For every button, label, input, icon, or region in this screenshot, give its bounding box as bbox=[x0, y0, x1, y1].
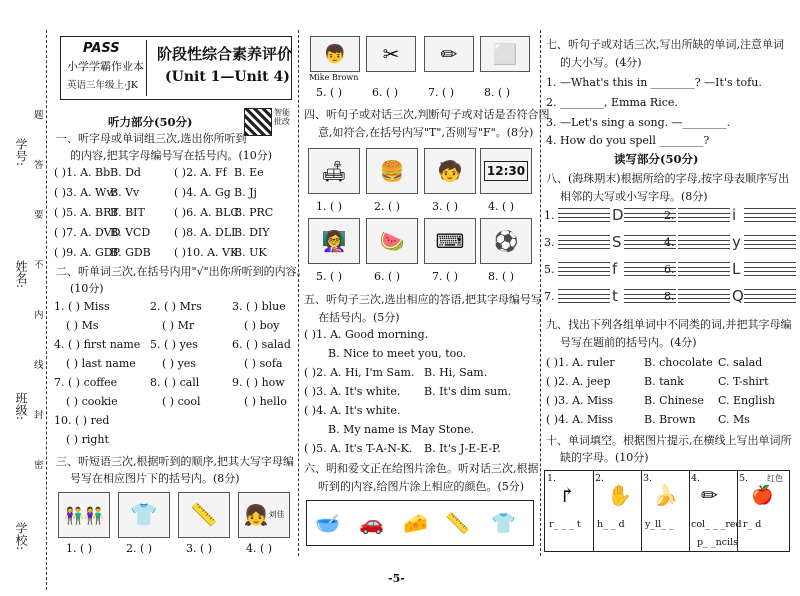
pic-mike-brown: 👦 bbox=[310, 36, 360, 72]
q8-given-letter: t bbox=[612, 287, 618, 305]
q7-item-4[interactable]: 4. How do you spell ________? bbox=[546, 134, 710, 147]
q1-option[interactable]: B. PRC bbox=[234, 206, 274, 219]
apple-icon: 🍎 bbox=[751, 485, 774, 506]
q2-word-option[interactable]: ( ) yes bbox=[162, 357, 196, 370]
q2-score: (10分) bbox=[70, 282, 104, 295]
pic-kids-playing: ⚽ bbox=[480, 218, 532, 264]
q4-top-label-5[interactable]: 5. ( ) bbox=[316, 86, 343, 99]
pic-children: 👫👫 bbox=[58, 492, 110, 538]
q1-option[interactable]: B. Dd bbox=[110, 166, 141, 179]
q2-word-option[interactable]: ( ) last name bbox=[66, 357, 136, 370]
q3-label-2[interactable]: 2. ( ) bbox=[126, 542, 153, 555]
q3-title2: 号写在相应图片下的括号内。(8分) bbox=[70, 472, 240, 485]
q4-label-4[interactable]: 4. ( ) bbox=[488, 200, 515, 213]
pic-cheese: 🧀 bbox=[403, 511, 428, 535]
q2-word-option[interactable]: ( ) boy bbox=[244, 319, 280, 332]
brand-logo: PASS bbox=[83, 41, 120, 56]
pic-boy: 🧒 bbox=[424, 148, 476, 194]
q10-word-3[interactable]: y_ll_ _ bbox=[645, 519, 674, 530]
q2-word-option[interactable]: ( ) sofa bbox=[244, 357, 283, 370]
q9-option[interactable]: B. chocolate bbox=[644, 356, 713, 369]
q8-given-letter: y bbox=[732, 233, 741, 251]
q2-word-option[interactable]: 8. ( ) call bbox=[150, 376, 200, 389]
q1-option[interactable]: ( )6. A. BLC bbox=[174, 206, 239, 219]
q9-option[interactable]: C. Ms bbox=[718, 413, 750, 426]
seal-line bbox=[34, 110, 46, 490]
q9-option[interactable]: ( )4. A. Miss bbox=[546, 413, 614, 426]
q1-option[interactable]: ( )8. A. DLI bbox=[174, 226, 236, 239]
pic-tofu: ⬜ bbox=[480, 36, 530, 72]
pic-bowl: 🥣 bbox=[315, 511, 340, 535]
q8-write-line-before[interactable] bbox=[558, 208, 610, 222]
seal-char: 答 bbox=[34, 160, 44, 171]
q10-word-4b[interactable]: p_ _ncils bbox=[697, 537, 738, 548]
q2-word-option[interactable]: ( ) Mr bbox=[162, 319, 195, 332]
q1-title2: 的内容,把其字母编号写在括号内。(10分) bbox=[70, 149, 273, 162]
q9-option[interactable]: B. Brown bbox=[644, 413, 696, 426]
q7-item-3[interactable]: 3. —Let's sing a song. —________. bbox=[546, 116, 731, 129]
q1-option[interactable]: B. GDB bbox=[110, 246, 151, 259]
clock-time: 12:30 bbox=[484, 161, 528, 181]
q8-write-line-before[interactable] bbox=[558, 235, 610, 249]
q7-item-2[interactable]: 2. ________, Emma Rice. bbox=[546, 96, 678, 109]
q4-label-3[interactable]: 3. ( ) bbox=[432, 200, 459, 213]
q2-word-option[interactable]: 7. ( ) coffee bbox=[54, 376, 118, 389]
q4-top-label-6[interactable]: 6. ( ) bbox=[372, 86, 399, 99]
q4-label-6[interactable]: 6. ( ) bbox=[374, 270, 401, 283]
seal-char: 内 bbox=[34, 310, 44, 321]
page-title: 阶段性综合素养评价 bbox=[157, 45, 293, 63]
q3-label-4[interactable]: 4. ( ) bbox=[246, 542, 273, 555]
q8-write-line-before[interactable] bbox=[558, 289, 610, 303]
q2-word-option[interactable]: ( ) cool bbox=[162, 395, 201, 408]
q8-item-number: 2. bbox=[664, 209, 675, 222]
unit-range: (Unit 1—Unit 4) bbox=[165, 69, 290, 85]
q4-top-label-8[interactable]: 8. ( ) bbox=[484, 86, 511, 99]
q8-item-number: 6. bbox=[664, 263, 675, 276]
bananas-icon: 🍌 bbox=[653, 483, 678, 507]
q8-given-letter: S bbox=[612, 233, 622, 251]
q5-option-b[interactable]: B. My name is May Stone. bbox=[328, 423, 474, 436]
pic-clock bbox=[480, 148, 532, 194]
q8-write-line-before[interactable] bbox=[678, 235, 730, 249]
school-label: 学校: bbox=[14, 522, 28, 551]
q4-label-5[interactable]: 5. ( ) bbox=[316, 270, 343, 283]
series-name: 小学学霸作业本 bbox=[67, 60, 144, 73]
q3-label-3[interactable]: 3. ( ) bbox=[186, 542, 213, 555]
q1-option[interactable]: ( )7. A. DVD bbox=[54, 226, 121, 239]
qr-caption: 智能批改 bbox=[274, 108, 290, 126]
q1-option[interactable]: ( )3. A. Ww bbox=[54, 186, 116, 199]
q1-option[interactable]: B. Vv bbox=[110, 186, 140, 199]
q8-given-letter: L bbox=[732, 260, 741, 278]
q8-write-line-before[interactable] bbox=[678, 262, 730, 276]
q9-option[interactable]: ( )1. A. ruler bbox=[546, 356, 615, 369]
pic-mike-name: Mike Brown bbox=[309, 73, 359, 82]
q10-num-5: 5. bbox=[739, 473, 749, 484]
q5-option-a[interactable]: ( )3. A. It's white. bbox=[304, 385, 401, 398]
q10-num-3: 3. bbox=[643, 473, 653, 484]
page-number: -5- bbox=[388, 572, 405, 585]
q6-title: 六、明和爱文正在给图片涂色。听对话三次,根据 bbox=[304, 462, 539, 475]
q8-item-number: 5. bbox=[544, 263, 555, 276]
seal-char: 密 bbox=[34, 460, 44, 471]
hand-icon: ✋ bbox=[607, 483, 632, 507]
q1-option[interactable]: ( )9. A. GDP bbox=[54, 246, 121, 259]
q10-word-5[interactable]: r_ d bbox=[743, 519, 762, 530]
q7-item-1[interactable]: 1. —What's this in ________? —It's tofu. bbox=[546, 76, 762, 89]
q2-word-option[interactable]: 2. ( ) Mrs bbox=[150, 300, 202, 313]
q8-given-letter: f bbox=[612, 260, 618, 278]
q5-option-a[interactable]: ( )1. A. Good morning. bbox=[304, 328, 429, 341]
q4-label-1[interactable]: 1. ( ) bbox=[316, 200, 343, 213]
header-box bbox=[60, 36, 292, 100]
pic-watermelon: 🍉 bbox=[366, 218, 418, 264]
q2-word-option[interactable]: 1. ( ) Miss bbox=[54, 300, 110, 313]
q5-option-b[interactable]: B. It's J-E-E-P. bbox=[424, 442, 501, 455]
q9-option[interactable]: C. salad bbox=[718, 356, 763, 369]
q9-option[interactable]: C. English bbox=[718, 394, 775, 407]
q8-item-number: 4. bbox=[664, 236, 675, 249]
q5-title2: 在括号内。(5分) bbox=[318, 311, 400, 324]
q5-option-b[interactable]: B. Hi, Sam. bbox=[424, 366, 488, 379]
pic-scissors: ✂ bbox=[366, 36, 416, 72]
reading-title: 读写部分(50分) bbox=[614, 152, 699, 166]
seal-char: 封 bbox=[34, 410, 44, 421]
q8-given-letter: Q bbox=[732, 287, 744, 305]
q10-table bbox=[544, 470, 790, 552]
q4-label-2[interactable]: 2. ( ) bbox=[374, 200, 401, 213]
colored-pencils-icon: ✏ bbox=[701, 483, 718, 507]
q5-option-a[interactable]: ( )5. A. It's T-A-N-K. bbox=[304, 442, 413, 455]
q6-title2: 听到的内容,给图片涂上相应的颜色。(5分) bbox=[318, 480, 525, 493]
pic-keyboard: ⌨ bbox=[424, 218, 476, 264]
grade-name: 英语三年级上·JK bbox=[67, 80, 138, 91]
q2-word-option[interactable]: ( ) hello bbox=[244, 395, 287, 408]
q1-option[interactable]: ( )2. A. Ff bbox=[174, 166, 227, 179]
q8-write-line-before[interactable] bbox=[678, 289, 730, 303]
q8-item-number: 1. bbox=[544, 209, 555, 222]
q1-option[interactable]: B. VCD bbox=[110, 226, 151, 239]
q10-word-1[interactable]: r_ _ _ t bbox=[549, 519, 581, 530]
q5-option-b[interactable]: B. Nice to meet you, too. bbox=[328, 347, 467, 360]
student-number-label: 学号: bbox=[14, 138, 28, 167]
q2-word-option[interactable]: ( ) right bbox=[66, 433, 109, 446]
q9-title2: 号写在题前的括号内。(4分) bbox=[560, 336, 697, 349]
q1-option[interactable]: ( )5. A. BRT bbox=[54, 206, 119, 219]
q2-word-option[interactable]: 3. ( ) blue bbox=[232, 300, 286, 313]
q5-title: 五、听句子三次,选出相应的答语,把其字母编号写 bbox=[304, 293, 542, 306]
q1-option[interactable]: ( )10. A. VK bbox=[174, 246, 239, 259]
seal-char: 线 bbox=[34, 360, 44, 371]
q2-word-option[interactable]: ( ) Ms bbox=[66, 319, 99, 332]
q5-option-b[interactable]: B. It's dim sum. bbox=[424, 385, 512, 398]
q10-title: 十、单词填空。根据图片提示,在横线上写出单词所 bbox=[546, 434, 792, 447]
q8-write-line-after[interactable] bbox=[744, 208, 796, 222]
q8-given-letter: i bbox=[732, 206, 737, 224]
pic-ruler-2: 📏 bbox=[445, 511, 470, 535]
q8-title2: 相邻的大写或小写字母。(8分) bbox=[560, 190, 708, 203]
q8-write-line-after[interactable] bbox=[744, 289, 796, 303]
q9-option[interactable]: ( )2. A. jeep bbox=[546, 375, 611, 388]
q3-title: 三、听短语三次,根据听到的顺序,把其大写字母编 bbox=[56, 455, 294, 468]
q9-title: 九、找出下列各组单词中不同类的词,并把其字母编 bbox=[546, 318, 792, 331]
q1-option[interactable]: B. BIT bbox=[110, 206, 145, 219]
q8-item-number: 7. bbox=[544, 290, 555, 303]
q8-item-number: 3. bbox=[544, 236, 555, 249]
q2-title: 二、听单词三次,在括号内用"√"出你所听到的内容。 bbox=[56, 265, 308, 278]
q10-num-4: 4. bbox=[691, 473, 701, 484]
q1-option[interactable]: B. UK bbox=[234, 246, 267, 259]
q4-top-label-7[interactable]: 7. ( ) bbox=[428, 86, 455, 99]
q10-title2: 缺的字母。(10分) bbox=[560, 451, 649, 464]
q2-word-option[interactable]: 9. ( ) how bbox=[232, 376, 285, 389]
q3-label-1[interactable]: 1. ( ) bbox=[66, 542, 93, 555]
q9-option[interactable]: B. tank bbox=[644, 375, 684, 388]
q8-write-line-after[interactable] bbox=[744, 262, 796, 276]
q8-write-line-before[interactable] bbox=[558, 262, 610, 276]
q1-title: 一、听字母或单词组三次,选出你所听到 bbox=[56, 132, 247, 145]
q5-option-a[interactable]: ( )4. A. It's white. bbox=[304, 404, 401, 417]
q8-title: 八、(海珠期末)根据所给的字母,按字母表顺序写出 bbox=[546, 172, 790, 185]
q8-write-line-after[interactable] bbox=[744, 235, 796, 249]
pic-car: 🚗 bbox=[359, 511, 384, 535]
q4-title: 四、听句子或对话三次,判断句子或对话是否符合图 bbox=[304, 108, 550, 121]
q4-label-8[interactable]: 8. ( ) bbox=[488, 270, 515, 283]
pic-teacher: 👩‍🏫 bbox=[308, 218, 360, 264]
q2-word-option[interactable]: 6. ( ) salad bbox=[232, 338, 291, 351]
seal-char: 不 bbox=[34, 260, 44, 271]
q10-num-2: 2. bbox=[595, 473, 605, 484]
q2-word-option[interactable]: ( ) cookie bbox=[66, 395, 118, 408]
q4-title2: 意,如符合,在括号内写"T",否则写"F"。(8分) bbox=[318, 126, 534, 139]
pic-tshirt: 👕 bbox=[118, 492, 170, 538]
pic-tshirt-2: 👕 bbox=[491, 511, 516, 535]
listening-title: 听力部分(50分) bbox=[108, 115, 193, 129]
class-label: 班级: bbox=[14, 392, 28, 421]
q7-title: 七、听句子或对话三次,写出所缺的单词,注意单词 bbox=[546, 38, 784, 51]
pic-pencils: ✏ bbox=[424, 36, 474, 72]
pic-ruler: 📏 bbox=[178, 492, 230, 538]
seal-char: 要 bbox=[34, 210, 44, 221]
pic-girl-name: 刘佳 bbox=[268, 510, 285, 519]
q5-option-a[interactable]: ( )2. A. Hi, I'm Sam. bbox=[304, 366, 415, 379]
q9-option[interactable]: B. Chinese bbox=[644, 394, 704, 407]
q1-option[interactable]: ( )1. A. Bb bbox=[54, 166, 111, 179]
q2-word-option[interactable]: 10. ( ) red bbox=[54, 414, 110, 427]
q9-option[interactable]: ( )3. A. Miss bbox=[546, 394, 614, 407]
q9-option[interactable]: C. T-shirt bbox=[718, 375, 769, 388]
q8-item-number: 8. bbox=[664, 290, 675, 303]
q2-word-option[interactable]: 4. ( ) first name bbox=[54, 338, 141, 351]
q4-label-7[interactable]: 7. ( ) bbox=[432, 270, 459, 283]
q8-write-line-before[interactable] bbox=[678, 208, 730, 222]
q10-num-1: 1. bbox=[547, 473, 557, 484]
turn-right-sign-icon: ↱ bbox=[559, 483, 576, 507]
pic-sofa: 🛋 bbox=[308, 148, 360, 194]
qr-code bbox=[244, 108, 272, 136]
pic-burger: 🍔 bbox=[366, 148, 418, 194]
q10-word-2[interactable]: h_ _ d bbox=[597, 519, 625, 530]
q10-red-note: 红色 bbox=[767, 474, 783, 483]
q2-word-option[interactable]: 5. ( ) yes bbox=[150, 338, 198, 351]
q8-given-letter: D bbox=[612, 206, 624, 224]
pic-girl-liujia: 👧 刘佳 bbox=[238, 492, 290, 538]
q7-title2: 的大小写。(4分) bbox=[560, 56, 642, 69]
student-name-label: 姓名: bbox=[14, 260, 28, 289]
q1-option[interactable]: B. Ee bbox=[234, 166, 264, 179]
q1-option[interactable]: B. DIY bbox=[234, 226, 270, 239]
seal-char: 题 bbox=[34, 110, 44, 121]
q1-option[interactable]: ( )4. A. Gg bbox=[174, 186, 231, 199]
q6-picture-strip bbox=[306, 500, 534, 546]
q10-word-4[interactable]: col_ _ _red bbox=[691, 519, 742, 530]
q1-option[interactable]: B. Jj bbox=[234, 186, 257, 199]
